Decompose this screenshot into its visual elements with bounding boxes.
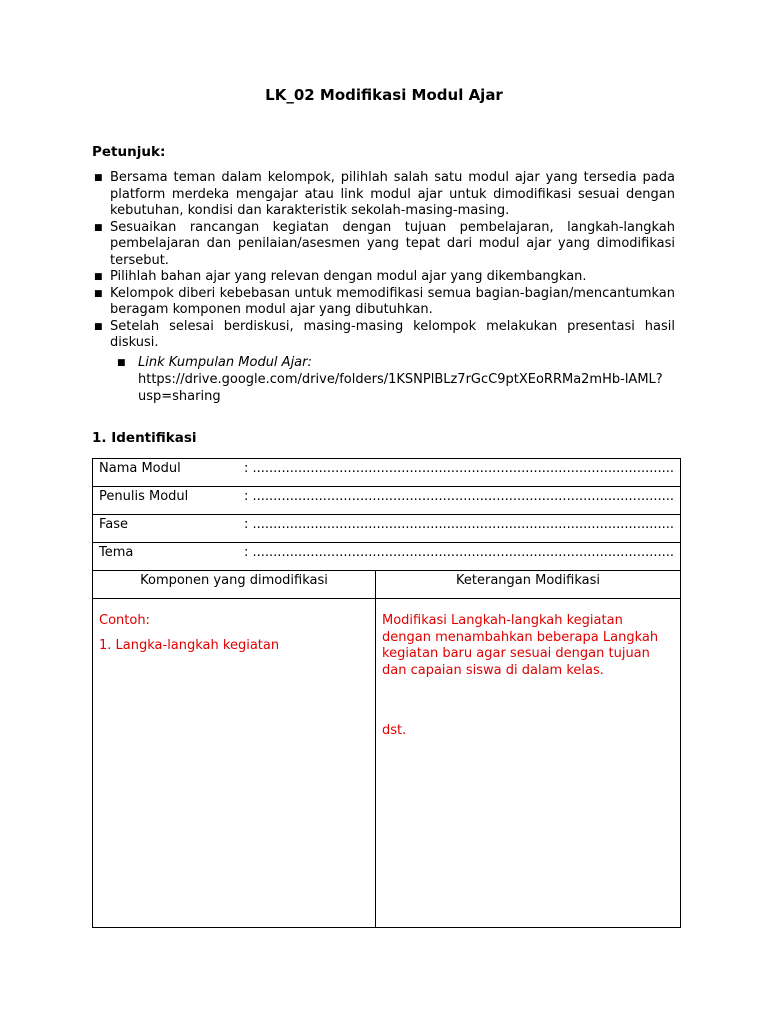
field-label: Tema (99, 545, 134, 560)
square-bullet-icon: ■ (94, 222, 103, 233)
table-row (93, 459, 681, 487)
field-value: : ...................................................................................................... (244, 461, 675, 476)
square-bullet-icon: ■ (94, 173, 103, 183)
square-bullet-icon: ■ (117, 358, 126, 368)
list-item: ■ Pilihlah bahan ajar yang relevan dengan modul ajar yang dikembangkan. (94, 269, 587, 284)
instructions-list (92, 170, 675, 352)
module-link-block (115, 354, 675, 405)
field-label: Penulis Modul (99, 489, 189, 504)
example-label: Contoh: (99, 613, 150, 628)
example-description: Modifikasi Langkah-langkah kegiatan dengan menambahkan beberapa Langkah kegiatan baru agar sesuai dengan tujuan dan capaian siswa di dalam kelas. (382, 613, 659, 678)
field-value: : ...................................................................................................... (244, 517, 675, 532)
identification-table (92, 458, 681, 928)
page-title: LK_02 Modifikasi Modul Ajar (265, 86, 503, 104)
instructions-heading: Petunjuk: (92, 144, 166, 160)
list-item: ■ Bersama teman dalam kelompok, pilihlah salah satu modul ajar yang tersedia pada platform merdeka mengajar atau link modul ajar untuk dimodifikasi sesuai dengan kebutuhan, kondisi dan karakteristik sekolah-masing-masing. (94, 170, 675, 218)
table-row (93, 515, 681, 543)
list-item: ■ Setelah selesai berdiskusi, masing-masing kelompok melakukan presentasi hasil diskusi. (94, 318, 675, 350)
field-value: : ...................................................................................................... (244, 545, 675, 560)
field-value: : ...................................................................................................... (244, 489, 675, 504)
square-bullet-icon: ■ (94, 272, 103, 282)
example-component-cell (93, 599, 375, 654)
field-label: Nama Modul (99, 461, 181, 476)
table-row (93, 487, 681, 515)
etc-text: dst. (382, 723, 407, 738)
table-row (93, 543, 681, 571)
example-item: 1. Langka-langkah kegiatan (99, 637, 280, 653)
list-item: ■ Sesuaikan rancangan kegiatan dengan tujuan pembelajaran, langkah-langkah pembelajaran dan penilaian/asesmen yang tepat dari modul ajar yang dimodifikasi tersebut. (94, 219, 675, 268)
column-header-component: Komponen yang dimodifikasi (140, 573, 328, 588)
table-header-row (93, 571, 681, 599)
square-bullet-icon: ■ (94, 321, 103, 332)
example-description-cell (376, 599, 680, 740)
table-row (93, 599, 681, 928)
identification-heading: 1. Identifikasi (92, 430, 197, 446)
field-label: Fase (99, 517, 129, 532)
module-link-url[interactable]: https://drive.google.com/drive/folders/1KSNPlBLz7rGcC9ptXEoRRMa2mHb-lAML? usp=sharing (138, 372, 663, 404)
module-link-label: Link Kumpulan Modul Ajar: (138, 355, 312, 370)
column-header-description: Keterangan Modifikasi (456, 573, 600, 588)
square-bullet-icon: ■ (94, 288, 103, 299)
list-item: ■ Kelompok diberi kebebasan untuk memodifikasi semua bagian-bagian/mencantumkan beragam komponen modul ajar yang dibutuhkan. (94, 285, 675, 317)
